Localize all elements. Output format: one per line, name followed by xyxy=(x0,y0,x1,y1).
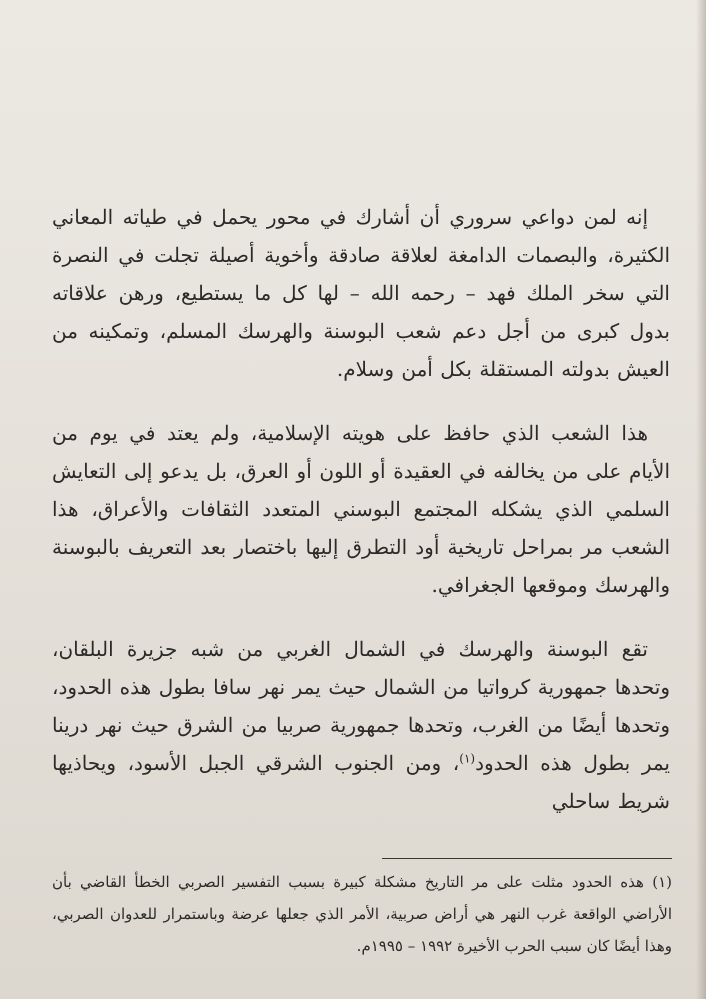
footnote-reference-mark: (١) xyxy=(459,751,476,766)
paragraph-3 xyxy=(52,630,670,820)
footnote-separator-rule xyxy=(382,858,672,859)
paragraph-2: هذا الشعب الذي حافظ على هويته الإسلامية، ولم يعتد في يوم من الأيام على من يخالفه في العقيدة أو اللون أو العرق، بل يدعو إلى التعايش السلمي الذي يشكله المجتمع البوسني المتعدد الثقافات والأعراق، هذا الشعب مر بمراحل تاريخية أود التطرق إليها باختصار بعد التعريف بالبوسنة والهرسك وموقعها الجغرافي. xyxy=(52,421,670,597)
paragraph-1: إنه لمن دواعي سروري أن أشارك في محور يحمل في طياته المعاني الكثيرة، والبصمات الدامغة لعلاقة صادقة وأخوية أصيلة تجلت في النصرة التي سخر الملك فهد – رحمه الله – لها كل ما يستطيع، ورهن علاقاته بدول كبرى من أجل دعم شعب البوسنة والهرسك المسلم، وتمكينه من العيش بدولته المستقلة بكل أمن وسلام. xyxy=(52,205,670,381)
paragraph-3-text-before: تقع البوسنة والهرسك في الشمال الغربي من شبه جزيرة البلقان، وتحدها جمهورية كرواتيا من الشمال حيث يمر نهر سافا بطول هذه الحدود، وتحدها أيضًا من الغرب، وتحدها جمهورية صربيا من الشرق حيث نهر درينا يمر بطول هذه الحدود xyxy=(52,637,670,775)
body-text xyxy=(52,198,670,820)
footnote-text: (١) هذه الحدود مثلت على مر التاريخ مشكلة كبيرة بسبب التفسير الصربي الخطأ القاضي بأن الأراضي الواقعة غرب النهر هي أراض صربية، الأمر الذي جعلها عرضة وباستمرار للعدوان الصربي، وهذا أيضًا كان سبب الحرب الأخيرة ١٩٩٢ – ١٩٩٥م. xyxy=(52,873,672,955)
page-spine-shadow xyxy=(696,0,706,999)
paragraph-3-text-after: ، ومن الجنوب الشرقي الجبل الأسود، ويحاذيها شريط ساحلي xyxy=(52,751,670,813)
footnote xyxy=(52,866,672,962)
